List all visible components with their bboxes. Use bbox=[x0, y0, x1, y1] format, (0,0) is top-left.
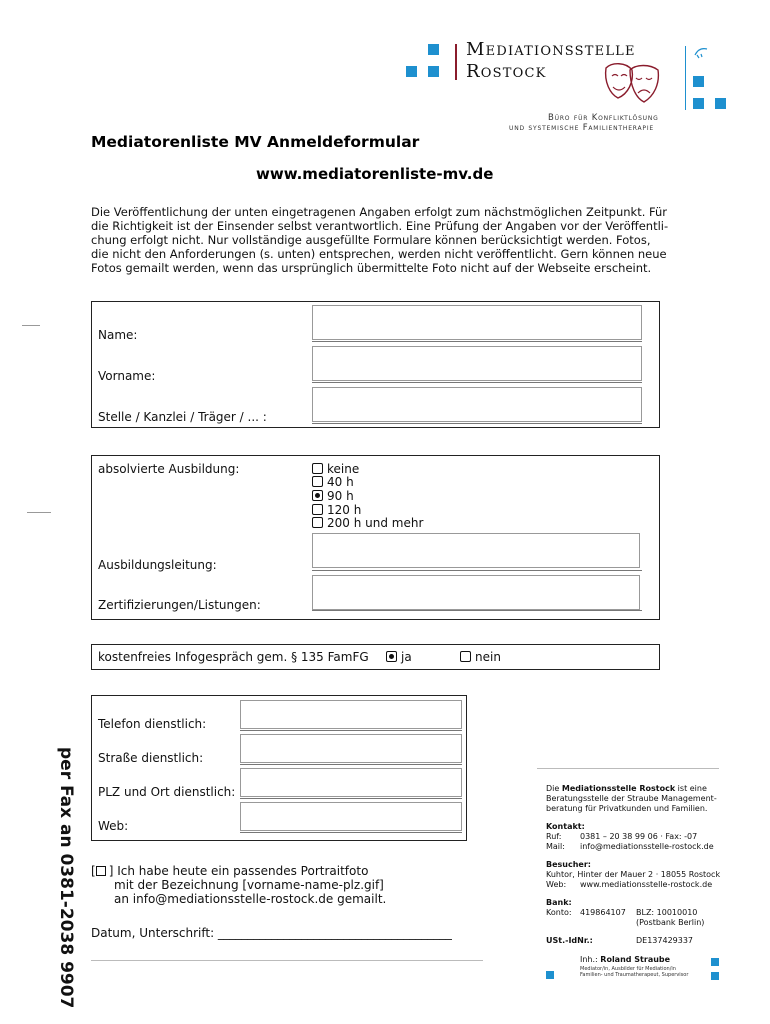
option-label: 120 h bbox=[327, 503, 362, 517]
training-option[interactable] bbox=[312, 516, 423, 530]
bank-heading: Bank: bbox=[546, 898, 572, 907]
letterhead-tagline1: Büro für Konfliktlösung bbox=[548, 113, 659, 123]
vorname-underline bbox=[312, 382, 642, 383]
radio-button-selected[interactable] bbox=[312, 490, 323, 501]
footer-square bbox=[711, 972, 719, 980]
intro-line: Die Veröffentlichung der unten eingetragenen Angaben erfolgt zum nächstmöglichen Zeitpunkt. Für bbox=[91, 205, 668, 219]
letterhead-name-line1: Mediationsstelle bbox=[466, 39, 636, 60]
training-option[interactable] bbox=[312, 503, 361, 517]
about-line1: Die Mediationsstelle Rostock ist eine bbox=[546, 784, 707, 793]
option-label: nein bbox=[475, 650, 501, 664]
intro-line: Fotos gemailt werden, wenn das ursprünglich übermittelte Foto nicht auf der Webseite erscheint. bbox=[91, 261, 652, 275]
mail-row: Mail: info@mediationsstelle-rostock.de bbox=[546, 842, 714, 851]
strasse-field[interactable] bbox=[240, 734, 462, 763]
ausbildung-label: absolvierte Ausbildung: bbox=[98, 462, 240, 476]
training-section bbox=[91, 455, 660, 620]
stelle-field[interactable] bbox=[312, 387, 642, 422]
logo-square bbox=[715, 98, 726, 109]
sidebar-rule bbox=[537, 768, 719, 769]
owner-line2: Mediator/in, Ausbilder für Mediation/in bbox=[580, 966, 676, 972]
zertifizierungen-field[interactable] bbox=[312, 575, 640, 610]
fold-mark bbox=[27, 512, 51, 513]
logo-line bbox=[685, 46, 686, 110]
letterhead-tagline2: und systemische Familientherapie bbox=[509, 123, 654, 133]
kontakt-heading: Kontakt: bbox=[546, 822, 585, 831]
sidebar-about bbox=[546, 784, 717, 814]
logo-square bbox=[428, 44, 439, 55]
plz-ort-label: PLZ und Ort dienstlich: bbox=[98, 785, 236, 799]
zertifizierungen-label: Zertifizierungen/Listungen: bbox=[98, 598, 261, 612]
logo-square bbox=[693, 76, 704, 87]
plz-ort-field[interactable] bbox=[240, 768, 462, 797]
infogespraech-no-option[interactable] bbox=[460, 650, 501, 664]
name-underline bbox=[312, 341, 642, 342]
intro-line: chung erfolgt nicht. Nur vollständige ausgefüllte Formulare können berücksichtigt werden. Fotos, bbox=[91, 233, 651, 247]
photo-checkbox-line[interactable]: [ ] Ich habe heute ein passendes Portraitfoto bbox=[91, 864, 369, 878]
letterhead-name-line2: Rostock bbox=[466, 61, 547, 82]
strasse-underline bbox=[240, 764, 462, 765]
about-line2: Beratungsstelle der Straube Management- bbox=[546, 794, 717, 803]
plz-ort-underline bbox=[240, 798, 462, 799]
photo-text-line3: an info@mediationsstelle-rostock.de gemailt. bbox=[114, 892, 387, 906]
web-underline bbox=[240, 832, 462, 833]
sidebar-kontakt bbox=[546, 822, 714, 852]
telefon-field[interactable] bbox=[240, 700, 462, 729]
option-label: ja bbox=[401, 650, 412, 664]
telefon-label: Telefon dienstlich: bbox=[98, 717, 207, 731]
konto-row: Konto: 419864107 BLZ: 10010010 bbox=[546, 908, 698, 917]
radio-button[interactable] bbox=[312, 517, 323, 528]
page-title: Mediatorenliste MV Anmeldeformular bbox=[91, 133, 420, 151]
zertifizierungen-underline bbox=[312, 610, 642, 611]
option-label: 90 h bbox=[327, 489, 354, 503]
option-label: 40 h bbox=[327, 475, 354, 489]
photo-text-line2: mit der Bezeichnung [vorname-name-plz.gif] bbox=[114, 878, 384, 892]
intro-line: die Richtigkeit ist der Einsender selbst verantwortlich. Eine Prüfung der Angaben vor der Veröffentli- bbox=[91, 219, 669, 233]
training-option[interactable] bbox=[312, 462, 359, 476]
radio-button[interactable] bbox=[312, 476, 323, 487]
photo-checkbox[interactable] bbox=[96, 866, 106, 876]
infogespraech-section bbox=[91, 644, 660, 670]
owner-line3: Familien- und Traumatherapeut, Supervisor bbox=[580, 972, 689, 978]
bank-name: (Postbank Berlin) bbox=[636, 918, 705, 927]
stelle-label: Stelle / Kanzlei / Träger / ... : bbox=[98, 410, 267, 424]
name-label: Name: bbox=[98, 328, 138, 342]
personal-section bbox=[91, 301, 660, 428]
training-option[interactable] bbox=[312, 475, 354, 489]
bottom-rule bbox=[91, 960, 483, 961]
ausbildungsleitung-label: Ausbildungsleitung: bbox=[98, 558, 217, 572]
web-link[interactable]: www.mediationsstelle-rostock.de bbox=[580, 880, 713, 889]
fold-mark bbox=[22, 325, 40, 326]
sidebar-besucher bbox=[546, 860, 720, 890]
strasse-label: Straße dienstlich: bbox=[98, 751, 204, 765]
ausbildungsleitung-underline bbox=[312, 570, 642, 571]
infogespraech-label: kostenfreies Infogespräch gem. § 135 FamFG bbox=[98, 650, 369, 664]
radio-button[interactable] bbox=[460, 651, 471, 662]
ruf-row: Ruf: 0381 – 20 38 99 06 · Fax: -07 bbox=[546, 832, 698, 841]
ausbildungsleitung-field[interactable] bbox=[312, 533, 640, 568]
radio-button[interactable] bbox=[312, 463, 323, 474]
vorname-label: Vorname: bbox=[98, 369, 156, 383]
intro-line: die nicht den Anforderungen (s. unten) entsprechen, werden nicht veröffentlicht. Gern können neue bbox=[91, 247, 667, 261]
contact-section bbox=[91, 695, 467, 841]
intro-text bbox=[91, 205, 681, 275]
logo-square bbox=[406, 66, 417, 77]
footer-square bbox=[546, 971, 554, 979]
footer-square bbox=[711, 958, 719, 966]
radio-button[interactable] bbox=[312, 504, 323, 515]
web-label: Web: bbox=[98, 819, 129, 833]
mail-link[interactable]: info@mediationsstelle-rostock.de bbox=[580, 842, 714, 851]
stelle-underline bbox=[312, 423, 642, 424]
radio-button-selected[interactable] bbox=[386, 651, 397, 662]
name-field[interactable] bbox=[312, 305, 642, 340]
option-label: 200 h und mehr bbox=[327, 516, 424, 530]
sidebar-bank bbox=[546, 898, 704, 928]
logo-square bbox=[428, 66, 439, 77]
logo-bar bbox=[455, 44, 457, 80]
logo-square bbox=[693, 98, 704, 109]
telefon-underline bbox=[240, 730, 462, 731]
website-url[interactable]: www.mediatorenliste-mv.de bbox=[256, 165, 494, 183]
besucher-heading: Besucher: bbox=[546, 860, 591, 869]
training-option[interactable] bbox=[312, 489, 354, 503]
photo-text-line1: Ich habe heute ein passendes Portraitfoto bbox=[117, 864, 369, 878]
signature-line[interactable]: Datum, Unterschrift: _______________________________________ bbox=[91, 926, 452, 940]
web-row: Web: www.mediationsstelle-rostock.de bbox=[546, 880, 713, 889]
masks-logo bbox=[602, 60, 664, 108]
fax-text: per Fax an 0381-2038 9907 bbox=[56, 747, 76, 1009]
about-line3: beratung für Privatkunden und Familien. bbox=[546, 804, 708, 813]
vorname-field[interactable] bbox=[312, 346, 642, 381]
infogespraech-yes-option[interactable] bbox=[386, 650, 412, 664]
web-field[interactable] bbox=[240, 802, 462, 831]
option-label: keine bbox=[327, 462, 360, 476]
owner-line: Inh.: Roland Straube bbox=[580, 955, 671, 964]
besucher-address: Kuhtor, Hinter der Mauer 2 · 18055 Rostock bbox=[546, 870, 721, 879]
bird-icon bbox=[693, 45, 709, 59]
sidebar-ust: USt.-IdNr.: DE137429337 bbox=[546, 936, 694, 945]
